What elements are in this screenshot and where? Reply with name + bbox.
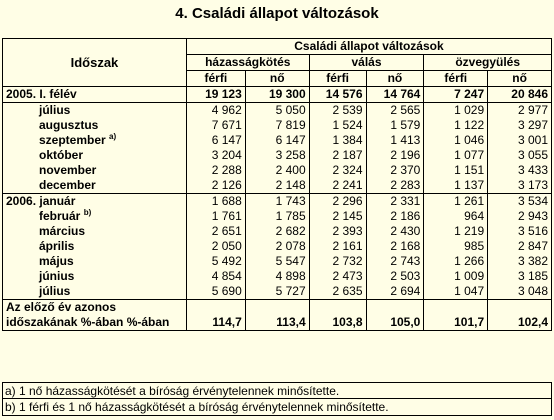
value-cell: 2 694 (366, 284, 424, 300)
value-cell: 2 161 (309, 239, 366, 254)
row-label (3, 133, 187, 148)
value-cell: 1 785 (245, 209, 309, 224)
value-cell: 2 651 (186, 224, 245, 239)
value-cell: 2 943 (488, 209, 552, 224)
row-label-text: május (39, 254, 74, 268)
group-header: Családi állapot változások (186, 39, 551, 55)
value-cell: 14 576 (309, 87, 366, 103)
value-cell: 1 151 (424, 163, 488, 178)
summary-label-line2: időszakának %-ában %-ában (6, 315, 170, 329)
row-label (3, 209, 187, 224)
value-cell: 3 534 (488, 194, 552, 210)
row-label-text: augusztus (39, 118, 99, 132)
summary-row (3, 300, 552, 331)
value-cell: 1 077 (424, 148, 488, 163)
value-cell: 1 579 (366, 118, 424, 133)
row-label (3, 224, 187, 239)
value-cell: 2 283 (366, 178, 424, 194)
value-cell: 3 258 (245, 148, 309, 163)
value-cell: 1 761 (186, 209, 245, 224)
value-cell: 1 029 (424, 103, 488, 119)
value-cell: 19 300 (245, 87, 309, 103)
row-label-text: november (39, 163, 97, 177)
male-header: férfi (424, 71, 488, 87)
value-cell: 4 962 (186, 103, 245, 119)
row-label (3, 163, 187, 178)
value-cell: 1 261 (424, 194, 488, 210)
value-cell: 1 266 (424, 254, 488, 269)
row-label-text: 2006. január (6, 194, 76, 208)
summary-value-cell: 102,4 (488, 300, 552, 331)
row-label-text: április (39, 239, 75, 253)
row-label-text: október (39, 148, 84, 162)
table-row (3, 194, 552, 210)
table-row (3, 284, 552, 300)
value-cell: 964 (424, 209, 488, 224)
row-label (3, 148, 187, 163)
value-cell: 2 565 (366, 103, 424, 119)
row-label (3, 178, 187, 194)
table-row (3, 178, 552, 194)
row-label-text: március (39, 224, 86, 238)
value-cell: 6 147 (245, 133, 309, 148)
value-cell: 5 690 (186, 284, 245, 300)
summary-label-line1: Az előző év azonos (6, 300, 117, 314)
value-cell: 1 009 (424, 269, 488, 284)
widowhood-header: özvegyülés (424, 55, 552, 71)
row-label-text: december (39, 178, 96, 192)
value-cell: 2 847 (488, 239, 552, 254)
table-row (3, 209, 552, 224)
value-cell: 2 635 (309, 284, 366, 300)
marriage-header: házasságkötés (186, 55, 309, 71)
value-cell: 1 122 (424, 118, 488, 133)
value-cell: 2 196 (366, 148, 424, 163)
row-label-text: szeptember (39, 133, 106, 147)
male-header: férfi (186, 71, 245, 87)
footnote-b: b) 1 férfi és 1 nő házasságkötését a bíróság érvénytelennek minősítette. (2, 399, 552, 416)
value-cell: 3 297 (488, 118, 552, 133)
row-label (3, 239, 187, 254)
value-cell: 2 288 (186, 163, 245, 178)
value-cell: 2 078 (245, 239, 309, 254)
value-cell: 2 331 (366, 194, 424, 210)
page-title: 4. Családi állapot változások (175, 5, 379, 22)
row-label (3, 269, 187, 284)
row-label (3, 103, 187, 119)
row-label (3, 284, 187, 300)
value-cell: 4 898 (245, 269, 309, 284)
value-cell: 7 819 (245, 118, 309, 133)
value-cell: 5 547 (245, 254, 309, 269)
value-cell: 3 001 (488, 133, 552, 148)
value-cell: 3 204 (186, 148, 245, 163)
value-cell: 985 (424, 239, 488, 254)
value-cell: 1 688 (186, 194, 245, 210)
value-cell: 1 743 (245, 194, 309, 210)
value-cell: 7 247 (424, 87, 488, 103)
value-cell: 20 846 (488, 87, 552, 103)
value-cell: 1 524 (309, 118, 366, 133)
value-cell: 2 148 (245, 178, 309, 194)
table-row (3, 224, 552, 239)
value-cell: 2 168 (366, 239, 424, 254)
row-label-text: július (39, 103, 71, 117)
value-cell: 1 384 (309, 133, 366, 148)
row-label-text: 2005. I. félév (6, 87, 77, 101)
value-cell: 5 050 (245, 103, 309, 119)
row-label-text: július (39, 284, 71, 298)
value-cell: 19 123 (186, 87, 245, 103)
value-cell: 3 055 (488, 148, 552, 163)
value-cell: 1 137 (424, 178, 488, 194)
summary-value-cell: 105,0 (366, 300, 424, 331)
female-header: nő (366, 71, 424, 87)
footnote-marker: b) (83, 208, 92, 217)
value-cell: 2 241 (309, 178, 366, 194)
summary-value-cell: 114,7 (186, 300, 245, 331)
value-cell: 2 503 (366, 269, 424, 284)
value-cell: 2 400 (245, 163, 309, 178)
row-label-text: február (39, 209, 81, 223)
value-cell: 3 173 (488, 178, 552, 194)
table-row (3, 269, 552, 284)
row-label (3, 254, 187, 269)
value-cell: 2 393 (309, 224, 366, 239)
row-label (3, 194, 187, 210)
summary-value-cell: 101,7 (424, 300, 488, 331)
value-cell: 2 186 (366, 209, 424, 224)
value-cell: 1 219 (424, 224, 488, 239)
value-cell: 5 492 (186, 254, 245, 269)
value-cell: 2 539 (309, 103, 366, 119)
value-cell: 3 433 (488, 163, 552, 178)
value-cell: 5 727 (245, 284, 309, 300)
table-row (3, 133, 552, 148)
table-row (3, 254, 552, 269)
row-label (3, 87, 187, 103)
summary-label (3, 300, 187, 331)
table-row (3, 148, 552, 163)
value-cell: 2 050 (186, 239, 245, 254)
value-cell: 2 296 (309, 194, 366, 210)
value-cell: 2 682 (245, 224, 309, 239)
value-cell: 2 977 (488, 103, 552, 119)
value-cell: 6 147 (186, 133, 245, 148)
value-cell: 3 185 (488, 269, 552, 284)
summary-value-cell: 103,8 (309, 300, 366, 331)
row-label (3, 118, 187, 133)
value-cell: 7 671 (186, 118, 245, 133)
period-header: Időszak (3, 39, 187, 87)
female-header: nő (488, 71, 552, 87)
value-cell: 2 732 (309, 254, 366, 269)
value-cell: 2 743 (366, 254, 424, 269)
value-cell: 3 516 (488, 224, 552, 239)
value-cell: 1 046 (424, 133, 488, 148)
footnote-marker: a) (109, 132, 117, 141)
value-cell: 1 413 (366, 133, 424, 148)
value-cell: 2 430 (366, 224, 424, 239)
value-cell: 2 473 (309, 269, 366, 284)
value-cell: 3 382 (488, 254, 552, 269)
male-header: férfi (309, 71, 366, 87)
summary-value-cell: 113,4 (245, 300, 309, 331)
value-cell: 14 764 (366, 87, 424, 103)
table-row (3, 163, 552, 178)
value-cell: 3 048 (488, 284, 552, 300)
table-row (3, 103, 552, 119)
family-status-table (2, 38, 552, 331)
female-header: nő (245, 71, 309, 87)
value-cell: 2 126 (186, 178, 245, 194)
table-row (3, 87, 552, 103)
value-cell: 2 187 (309, 148, 366, 163)
row-label-text: június (39, 269, 75, 283)
value-cell: 2 324 (309, 163, 366, 178)
table-row (3, 118, 552, 133)
value-cell: 2 370 (366, 163, 424, 178)
footnote-a: a) 1 nő házasságkötését a bíróság érvénytelennek minősítette. (2, 382, 552, 399)
value-cell: 2 145 (309, 209, 366, 224)
table-row (3, 239, 552, 254)
divorce-header: válás (309, 55, 424, 71)
value-cell: 4 854 (186, 269, 245, 284)
value-cell: 1 047 (424, 284, 488, 300)
